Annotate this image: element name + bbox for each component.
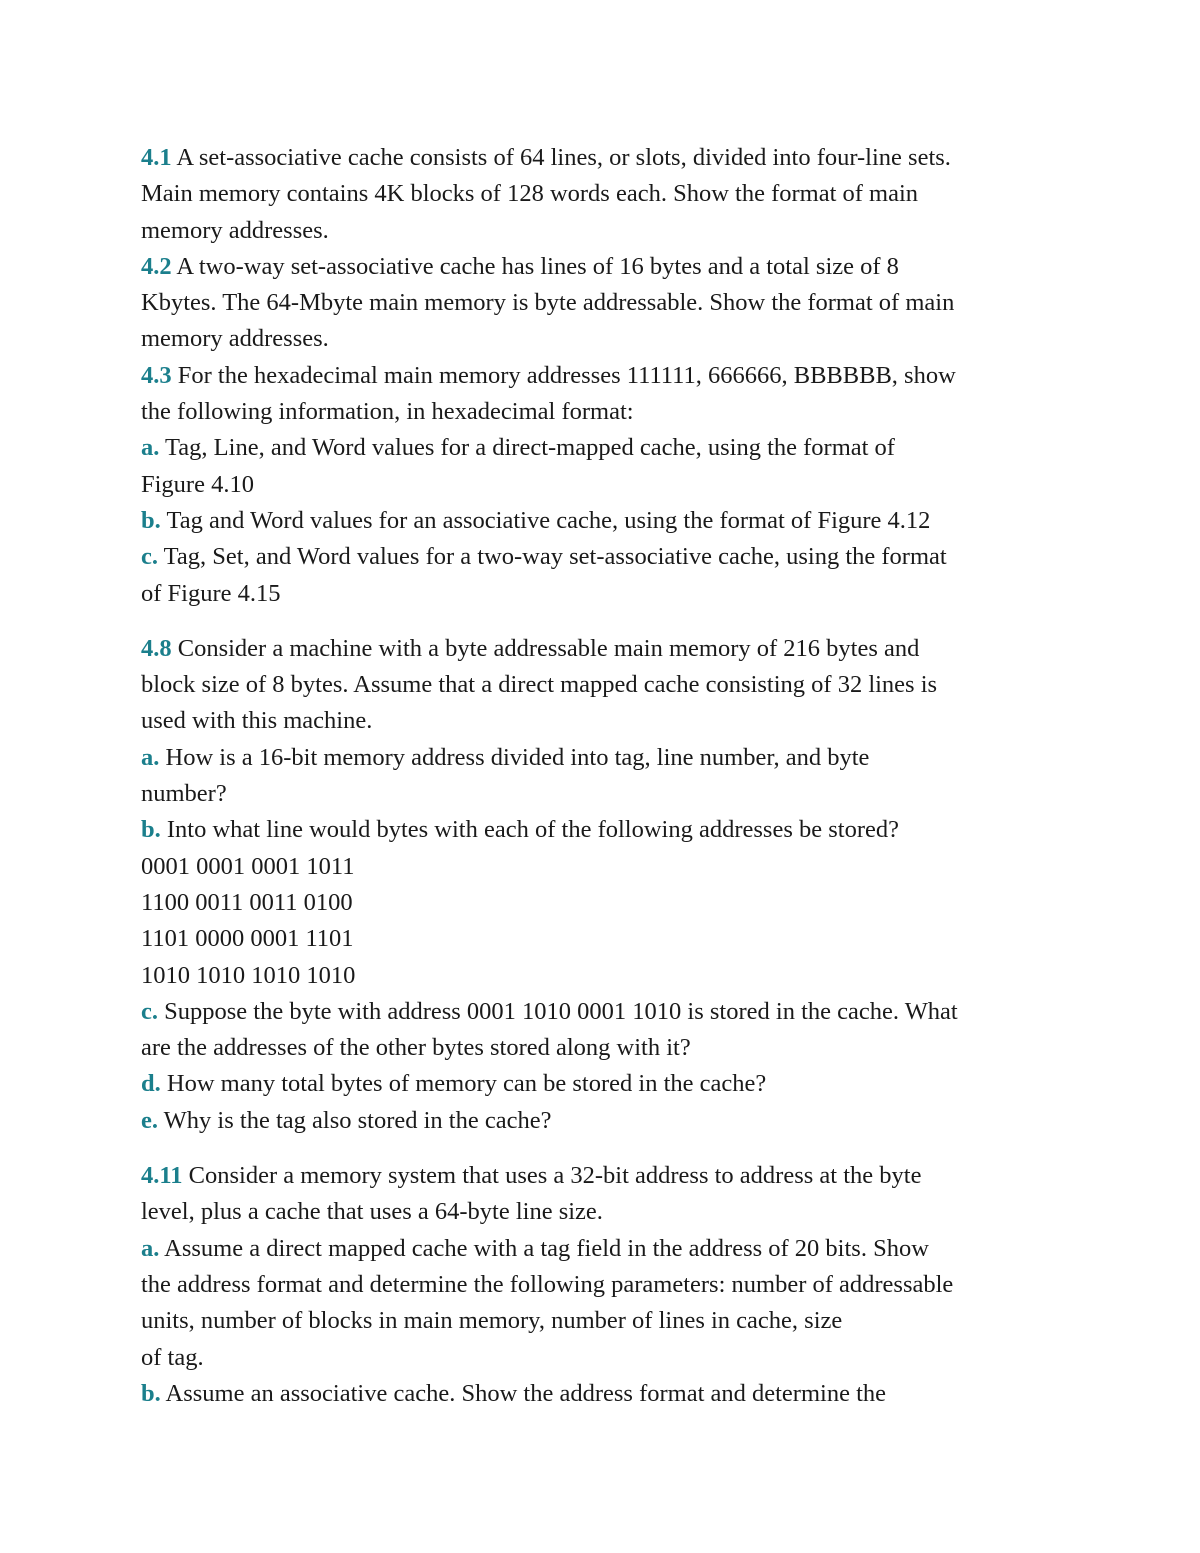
problem-4-8-part-e: e. Why is the tag also stored in the cache? <box>141 1106 552 1134</box>
part-letter: b. <box>141 816 161 844</box>
problem-4-3-line-2: the following information, in hexadecimal format: <box>141 398 634 426</box>
problem-4-2-line-1: 4.2 A two-way set-associative cache has lines of 16 bytes and a total size of 8 <box>141 252 899 280</box>
address-line: 0001 0001 0001 1011 <box>141 852 355 880</box>
part-letter: d. <box>141 1070 161 1098</box>
problem-4-3-part-c: c. Tag, Set, and Word values for a two-way set-associative cache, using the format <box>141 543 947 571</box>
part-letter: a. <box>141 1234 160 1262</box>
address-line: 1100 0011 0011 0100 <box>141 888 353 916</box>
problem-number: 4.11 <box>141 1162 183 1190</box>
problem-4-11-line-2: level, plus a cache that uses a 64-byte line size. <box>141 1198 603 1226</box>
address-line: 1101 0000 0001 1101 <box>141 925 354 953</box>
address-line: 1010 1010 1010 1010 <box>141 961 356 989</box>
problem-4-11-line-1: 4.11 Consider a memory system that uses a 32-bit address to address at the byte <box>141 1162 922 1190</box>
problem-number: 4.2 <box>141 252 172 280</box>
problem-number: 4.8 <box>141 634 172 662</box>
problem-4-11-part-a: a. Assume a direct mapped cache with a tag field in the address of 20 bits. Show <box>141 1234 929 1262</box>
part-letter: a. <box>141 743 160 771</box>
problem-4-3-part-b: b. Tag and Word values for an associative cache, using the format of Figure 4.12 <box>141 506 931 534</box>
part-letter: c. <box>141 997 158 1025</box>
problem-number: 4.3 <box>141 361 172 389</box>
problem-4-1-line-2: Main memory contains 4K blocks of 128 words each. Show the format of main <box>141 180 919 208</box>
part-letter: b. <box>141 1379 161 1407</box>
problem-4-11-part-a-cont: units, number of blocks in main memory, number of lines in cache, size <box>141 1307 843 1335</box>
problem-4-8-part-a-cont: number? <box>141 780 227 808</box>
problem-4-8-part-a: a. How is a 16-bit memory address divided into tag, line number, and byte <box>141 743 870 771</box>
problem-4-11-part-b: b. Assume an associative cache. Show the address format and determine the <box>141 1379 887 1407</box>
problem-4-8-part-d: d. How many total bytes of memory can be stored in the cache? <box>141 1070 767 1098</box>
problem-4-11-part-a-cont: of tag. <box>141 1343 204 1371</box>
problem-4-8-part-c: c. Suppose the byte with address 0001 1010 0001 1010 is stored in the cache. What <box>141 997 958 1025</box>
part-letter: a. <box>141 434 160 462</box>
problem-4-1-line-3: memory addresses. <box>141 216 329 244</box>
problem-4-3-line-1: 4.3 For the hexadecimal main memory addresses 111111, 666666, BBBBBB, show <box>141 361 956 389</box>
paragraph-gap <box>141 612 1066 631</box>
problem-4-8-line-2: block size of 8 bytes. Assume that a direct mapped cache consisting of 32 lines is <box>141 671 938 699</box>
problem-4-11-part-a-cont: the address format and determine the following parameters: number of addressable <box>141 1270 954 1298</box>
problem-4-2-line-2: Kbytes. The 64-Mbyte main memory is byte addressable. Show the format of main <box>141 289 955 317</box>
problem-4-2-line-3: memory addresses. <box>141 325 329 353</box>
problem-4-8-line-3: used with this machine. <box>141 707 373 735</box>
problem-4-8-part-b: b. Into what line would bytes with each of the following addresses be stored? <box>141 816 899 844</box>
paragraph-gap <box>141 1139 1066 1158</box>
part-letter: b. <box>141 506 161 534</box>
problem-number: 4.1 <box>141 144 172 171</box>
problem-4-8-line-1: 4.8 Consider a machine with a byte addressable main memory of 216 bytes and <box>141 634 920 662</box>
problem-4-8-part-c-cont: are the addresses of the other bytes stored along with it? <box>141 1034 691 1062</box>
document-page <box>141 140 1066 1412</box>
problem-4-3-part-a-cont: Figure 4.10 <box>141 470 254 498</box>
problem-4-1-line-1: 4.1 A set-associative cache consists of 64 lines, or slots, divided into four-line sets. <box>141 144 951 171</box>
part-letter: e. <box>141 1106 158 1134</box>
part-letter: c. <box>141 543 158 571</box>
problem-4-3-part-a: a. Tag, Line, and Word values for a direct-mapped cache, using the format of <box>141 434 895 462</box>
problem-4-3-part-c-cont: of Figure 4.15 <box>141 579 281 607</box>
